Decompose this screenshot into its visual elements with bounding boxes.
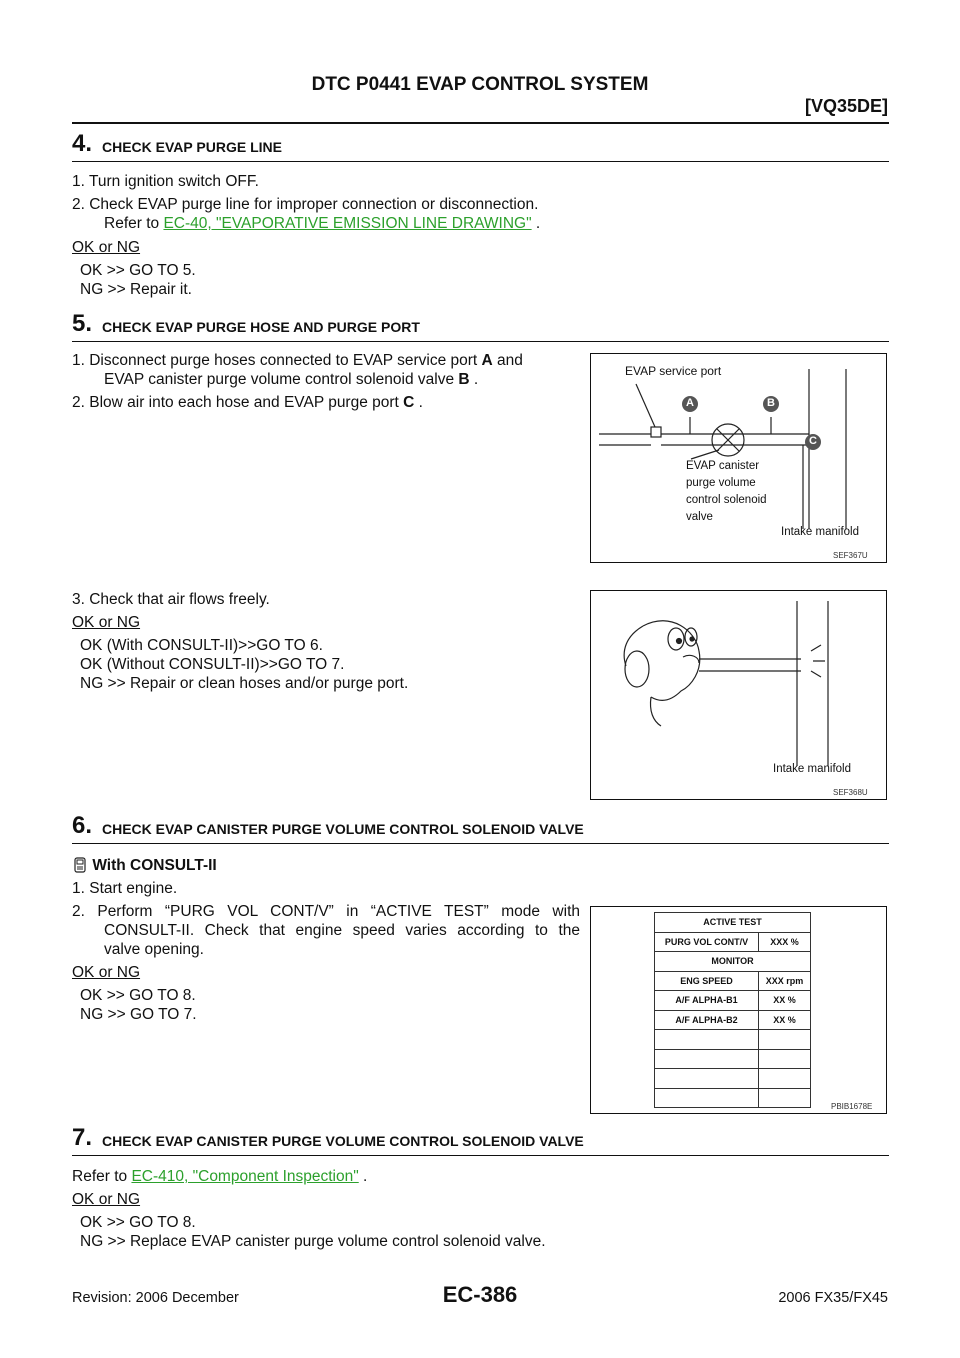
active-test-heading: ACTIVE TEST xyxy=(655,913,811,933)
callout-b: B xyxy=(767,397,775,409)
empty-cell xyxy=(759,1049,811,1069)
section-title: CHECK EVAP CANISTER PURGE VOLUME CONTROL SOLENOID VALVE xyxy=(102,1133,584,1149)
purg-vol-label: PURG VOL CONT/V xyxy=(655,932,759,952)
monitor-item-label: A/F ALPHA-B1 xyxy=(655,991,759,1011)
s6-step2-line2: CONSULT-II. Check that engine speed varies according to the xyxy=(104,922,580,939)
model-text: 2006 FX35/FX45 xyxy=(778,1290,888,1306)
label-a: A xyxy=(481,352,493,369)
monitor-item-value: XXX rpm xyxy=(759,971,811,991)
table-row xyxy=(655,952,811,972)
empty-cell xyxy=(759,1088,811,1108)
section-title: CHECK EVAP PURGE LINE xyxy=(102,139,282,155)
refer-prefix: Refer to xyxy=(104,215,164,232)
refer-prefix: Refer to xyxy=(72,1168,132,1185)
figure-code: SEF368U xyxy=(833,788,868,797)
table-row xyxy=(655,913,811,933)
with-consult-label: With CONSULT-II xyxy=(92,857,217,874)
empty-cell xyxy=(655,1069,759,1089)
section-4-header xyxy=(72,130,889,162)
s5-step1-and: and xyxy=(492,352,523,369)
service-port-label: EVAP service port xyxy=(625,364,722,378)
refer-suffix: . xyxy=(531,215,541,232)
s4-ok: OK >> GO TO 5. xyxy=(80,262,196,279)
refer-suffix: . xyxy=(358,1168,368,1185)
monitor-heading: MONITOR xyxy=(655,952,811,972)
table-row xyxy=(655,1030,811,1050)
valve-label xyxy=(686,458,767,526)
figure-code: PBIB1678E xyxy=(831,1102,873,1111)
s5-step1-line2 xyxy=(104,370,478,389)
table-row xyxy=(655,991,811,1011)
intake-manifold-label: Intake manifold xyxy=(781,526,859,538)
with-consult-line xyxy=(72,856,217,875)
empty-cell xyxy=(759,1030,811,1050)
s5-step3: 3. Check that air flows freely. xyxy=(72,591,270,608)
s5-ok1: OK (With CONSULT-II)>>GO TO 6. xyxy=(80,637,323,654)
header-rule xyxy=(72,122,889,124)
valve-label-line: purge volume xyxy=(686,477,756,489)
s6-okng: OK or NG xyxy=(72,964,141,981)
s6-ok: OK >> GO TO 8. xyxy=(80,987,196,1004)
monitor-item-value: XX % xyxy=(759,991,811,1011)
component-inspection-link[interactable]: EC-410, "Component Inspection" xyxy=(131,1168,359,1185)
evap-service-port-figure xyxy=(590,353,887,563)
monitor-item-value: XX % xyxy=(759,1010,811,1030)
table-row xyxy=(655,1049,811,1069)
table-row xyxy=(655,971,811,991)
s5-ng: NG >> Repair or clean hoses and/or purge port. xyxy=(80,675,409,692)
s4-step2: 2. Check EVAP purge line for improper connection or disconnection. xyxy=(72,196,539,213)
section-title: CHECK EVAP CANISTER PURGE VOLUME CONTROL SOLENOID VALVE xyxy=(102,821,584,837)
empty-cell xyxy=(655,1049,759,1069)
valve-label-line: EVAP canister xyxy=(686,460,760,472)
s6-step2-line3: valve opening. xyxy=(104,941,204,958)
purg-vol-value: XXX % xyxy=(759,932,811,952)
section-5-header xyxy=(72,310,889,342)
section-number: 7. xyxy=(72,1124,93,1151)
s5-step2 xyxy=(72,393,423,412)
s4-step1: 1. Turn ignition switch OFF. xyxy=(72,173,259,190)
section-number: 5. xyxy=(72,310,93,337)
section-number: 4. xyxy=(72,130,93,157)
section-title: CHECK EVAP PURGE HOSE AND PURGE PORT xyxy=(102,319,420,335)
blow-air-figure xyxy=(590,590,887,800)
empty-cell xyxy=(655,1030,759,1050)
callout-c: C xyxy=(809,435,817,447)
label-b: B xyxy=(458,371,470,388)
s5-step2-text: 2. Blow air into each hose and EVAP purge port xyxy=(72,394,404,411)
s5-step1-end: . xyxy=(469,371,479,388)
s5-step2-end: . xyxy=(414,394,423,411)
figure-code: SEF367U xyxy=(833,551,868,560)
callout-a: A xyxy=(686,397,694,409)
s5-step1-text2: EVAP canister purge volume control solenoid valve xyxy=(104,371,459,388)
s5-ok2: OK (Without CONSULT-II)>>GO TO 7. xyxy=(80,656,345,673)
monitor-item-label: ENG SPEED xyxy=(655,971,759,991)
section-6-header xyxy=(72,812,889,844)
s5-step1-text: 1. Disconnect purge hoses connected to EVAP service port xyxy=(72,352,482,369)
s6-ng: NG >> GO TO 7. xyxy=(80,1006,197,1023)
s7-ok: OK >> GO TO 8. xyxy=(80,1214,196,1231)
section-number: 6. xyxy=(72,812,93,839)
s5-okng: OK or NG xyxy=(72,614,141,631)
s4-refer xyxy=(104,214,540,233)
engine-code: [VQ35DE] xyxy=(804,96,888,116)
monitor-item-label: A/F ALPHA-B2 xyxy=(655,1010,759,1030)
label-c: C xyxy=(403,394,415,411)
table-row xyxy=(655,932,811,952)
s4-okng: OK or NG xyxy=(72,239,141,256)
empty-cell xyxy=(655,1088,759,1108)
page-title: DTC P0441 EVAP CONTROL SYSTEM xyxy=(311,74,649,95)
valve-label-line: control solenoid xyxy=(686,494,767,506)
page-number: EC-386 xyxy=(442,1282,518,1307)
revision-text: Revision: 2006 December xyxy=(72,1290,239,1306)
s6-step1: 1. Start engine. xyxy=(72,880,178,897)
evap-line-drawing-link[interactable]: EC-40, "EVAPORATIVE EMISSION LINE DRAWING" xyxy=(163,215,532,232)
section-7-header xyxy=(72,1124,889,1156)
s7-refer xyxy=(72,1167,367,1186)
consult-icon xyxy=(72,857,88,873)
active-test-screen xyxy=(654,912,811,1108)
intake-manifold-label: Intake manifold xyxy=(773,763,851,775)
s7-ng: NG >> Replace EVAP canister purge volume control solenoid valve. xyxy=(80,1233,546,1250)
table-row xyxy=(655,1088,811,1108)
s5-step1-line1 xyxy=(72,351,580,370)
empty-cell xyxy=(759,1069,811,1089)
table-row xyxy=(655,1010,811,1030)
table-row xyxy=(655,1069,811,1089)
s4-ng: NG >> Repair it. xyxy=(80,281,192,298)
s7-okng: OK or NG xyxy=(72,1191,141,1208)
s6-step2-line1: 2. Perform “PURG VOL CONT/V” in “ACTIVE TEST” mode with xyxy=(72,903,580,920)
valve-label-line: valve xyxy=(686,511,713,523)
